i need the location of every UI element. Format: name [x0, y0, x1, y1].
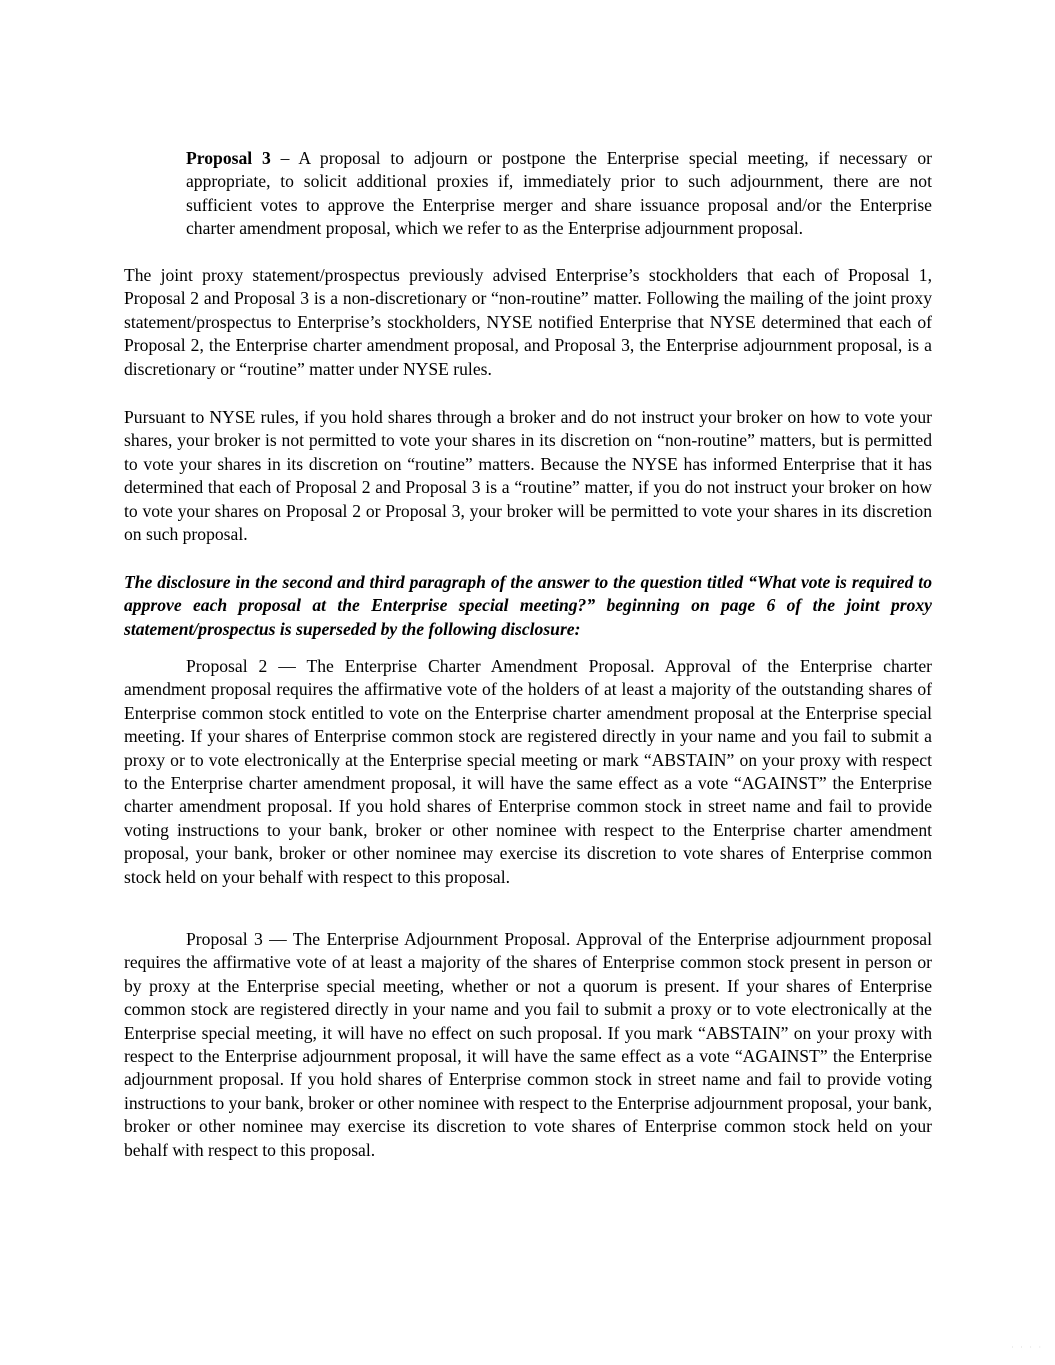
proposal-2-detail-paragraph: Proposal 2 — The Enterprise Charter Amendment Proposal. Approval of the Enterprise charter amendment proposal requires the affirmative vote of the holders of at least a majority of the outstanding shares of Enterprise common stock entitled to vote on the Enterprise charter amendment proposal at the Enterprise special meeting. If your shares of Enterprise common stock are registered directly in your name and you fail to submit a proxy or to vote electronically at the Enterprise special meeting or mark “ABSTAIN” on your proxy with respect to the Enterprise charter amendment proposal, it will have the same effect as a vote “AGAINST” the Enterprise charter amendment proposal. If you hold shares of Enterprise common stock in street name and fail to provide voting instructions to your bank, broker or other nominee with respect to the Enterprise charter amendment proposal, your bank, broker or other nominee may exercise its discretion to vote shares of Enterprise common stock held on your behalf with respect to this proposal.	[124, 656, 932, 887]
nyse-rules-paragraph: Pursuant to NYSE rules, if you hold shares through a broker and do not instruct your broker on how to vote your shares, your broker is not permitted to vote your shares in its discretion on “non-routine” matters, but is permitted to vote your shares in its discretion on “routine” matters. Because the NYSE has informed Enterprise that it has determined that each of Proposal 2 and Proposal 3 is a “routine” matter, if you do not instruct your broker on how to vote your shares on Proposal 2 or Proposal 3, your broker will be permitted to vote your shares in its discretion on such proposal.	[124, 407, 932, 545]
advisory-paragraph: The joint proxy statement/prospectus previously advised Enterprise’s stockholders that each of Proposal 1, Proposal 2 and Proposal 3 is a non-discretionary or “non-routine” matter. Following the mailing of the joint proxy statement/prospectus to Enterprise’s stockholders, NYSE notified Enterprise that NYSE determined that each of Proposal 2, the Enterprise charter amendment proposal, and Proposal 3, the Enterprise adjournment proposal, is a discretionary or “routine” matter under NYSE rules.	[124, 265, 932, 379]
proposal-3-detail-paragraph: Proposal 3 — The Enterprise Adjournment Proposal. Approval of the Enterprise adjournment proposal requires the affirmative vote of at least a majority of the shares of Enterprise common stock present in person or by proxy at the Enterprise special meeting, whether or not a quorum is present. If your shares of Enterprise common stock are registered directly in your name and you fail to submit a proxy or to vote electronically at the Enterprise special meeting, it will have no effect on such proposal. If you mark “ABSTAIN” on your proxy with respect to the Enterprise adjournment proposal, it will have the same effect as a vote “AGAINST” the Enterprise adjournment proposal. If you hold shares of Enterprise common stock in street name and fail to provide voting instructions to your bank, broker or other nominee with respect to the Enterprise adjournment proposal, your bank, broker or other nominee may exercise its discretion to vote shares of Enterprise common stock held on your behalf with respect to this proposal.	[124, 929, 932, 1160]
proposal-3-label: Proposal 3	[186, 148, 271, 168]
proposal-3-item	[186, 147, 932, 241]
disclosure-heading: The disclosure in the second and third paragraph of the answer to the question titled “What vote is required to approve each proposal at the Enterprise special meeting?” beginning on page 6 of the joint proxy statement/prospectus is superseded by the following disclosure:	[124, 572, 932, 639]
proposal-3-description: – A proposal to adjourn or postpone the Enterprise special meeting, if necessary or appropriate, to solicit additional proxies if, immediately prior to such adjournment, there are not sufficient votes to approve the Enterprise merger and share issuance proposal and/or the Enterprise charter amendment proposal, which we refer to as the Enterprise adjournment proposal.	[186, 148, 933, 239]
footer-mark: · · · ·	[1011, 1342, 1043, 1352]
